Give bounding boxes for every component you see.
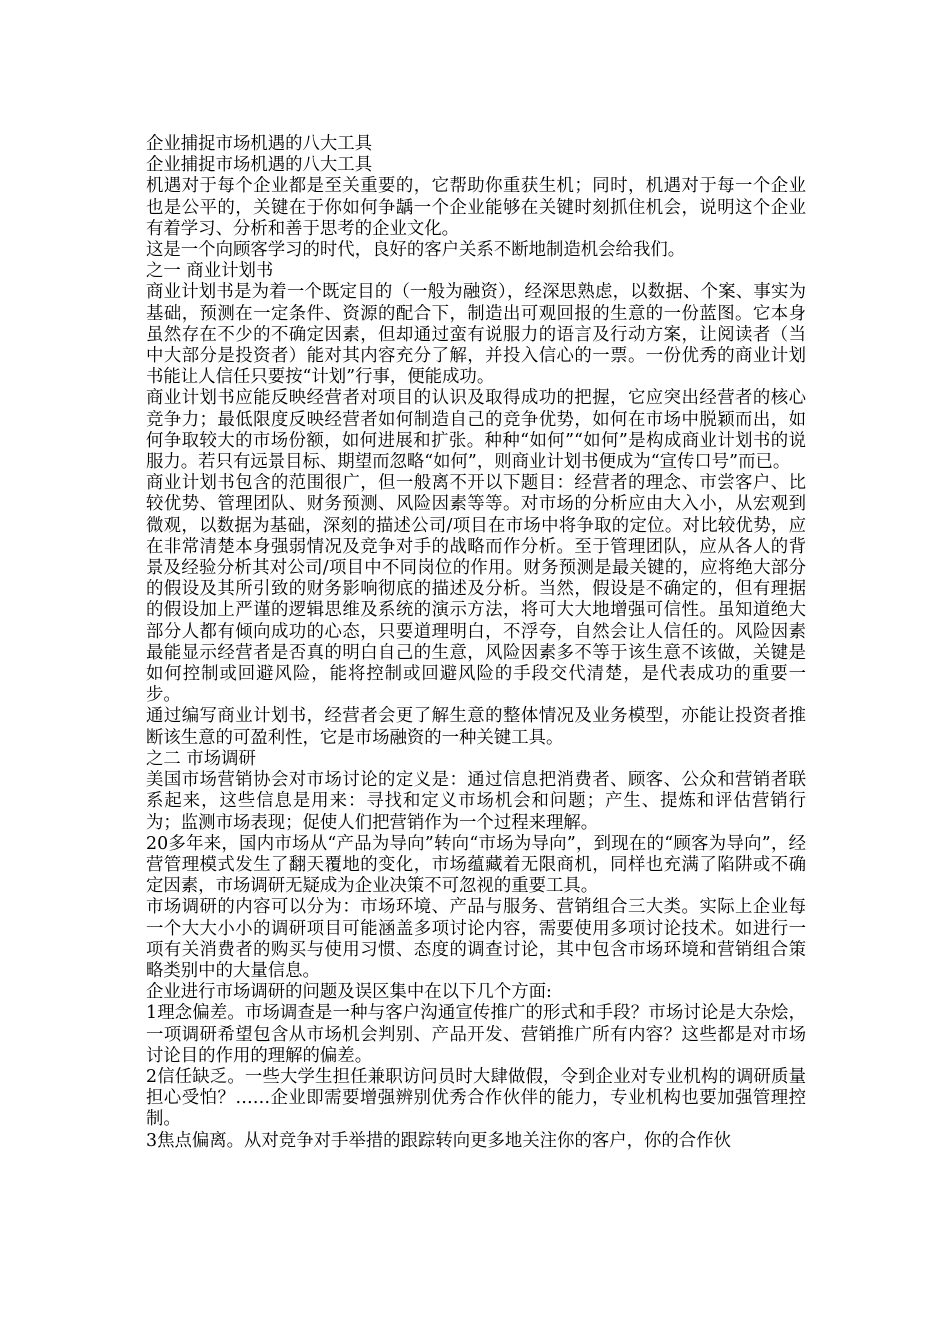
list-item-2: 2信任缺乏。一些大学生担任兼职访问员时大肆做假，令到企业对专业机构的调研质量担心受怕？……企业即需要增强辨别优秀合作伙伴的能力，专业机构也要加强管理控制。	[146, 1066, 806, 1130]
section-heading-business-plan: 之一 商业计划书	[146, 261, 274, 282]
list-item-3: 3焦点偏离。从对竞争对手举措的跟踪转向更多地关注你的客户，你的合作伙	[146, 1130, 731, 1151]
list-item-1: 1理念偏差。市场调查是一种与客户沟通宣传推广的形式和手段？市场讨论是大杂烩，一项调研希望包含从市场机会判别、产品开发、营销推广所有内容？这些都是对市场讨论目的作用的理解的偏差。	[146, 1003, 806, 1066]
paragraph-market-research-3: 市场调研的内容可以分为：市场环境、产品与服务、营销组合三大类。实际上企业每一个大大小小的调研项目可能涵盖多项讨论内容，需要使用多项讨论技术。如进行一项有关消费者的购买与使用习惯、态度的调查讨论，其中包含市场环境和营销组合策略类别中的大量信息。	[146, 897, 806, 981]
paragraph-intro-2: 这是一个向顾客学习的时代，良好的客户关系不断地制造机会给我们。	[146, 240, 686, 261]
document-body	[146, 134, 806, 1152]
paragraph-market-research-2: 20多年来，国内市场从“产品为导向”转向“市场为导向”，到现在的“顾客为导向”，经营管理模式发生了翻天覆地的变化，市场蕴藏着无限商机，同样也充满了陷阱或不确定因素，市场调研无疑成为企业决策不可忽视的重要工具。	[146, 833, 806, 897]
paragraph-business-plan-1: 商业计划书是为着一个既定目的（一般为融资），经深思熟虑，以数据、个案、事实为基础，预测在一定条件、资源的配合下，制造出可观回报的生意的一份蓝图。它本身虽然存在不少的不确定因素，但却通过蛮有说服力的语言及行动方案，让阅读者（当中大部分是投资者）能对其内容充分了解，并投入信心的一票。一份优秀的商业计划书能让人信任只要按“计划”行事，便能成功。	[146, 282, 806, 388]
section-heading-market-research: 之二 市场调研	[146, 748, 256, 769]
paragraph-business-plan-3: 商业计划书包含的范围很广，但一般离不开以下题目：经营者的理念、市尝客户、比较优势、管理团队、财务预测、风险因素等等。对市场的分析应由大入小，从宏观到微观，以数据为基础，深刻的描述公司/项目在市场中将争取的定位。对比较优势，应在非常清楚本身强弱情况及竞争对手的战略而作分析。至于管理团队，应从各人的背景及经验分析其对公司/项目中不同岗位的作用。财务预测是最关键的，应将绝大部分的假设及其所引致的财务影响彻底的描述及分析。当然，假设是不确定的，但有理据的假设加上严谨的逻辑思维及系统的演示方法，将可大大地增强可信性。虽知道绝大部分人都有倾向成功的心态，只要道理明白，不浮夸，自然会让人信任的。风险因素最能显示经营者是否真的明白自己的生意，风险因素多不等于该生意不该做，关键是如何控制或回避风险，能将控制或回避风险的手段交代清楚，是代表成功的重要一步。	[146, 473, 806, 706]
document-title-repeat: 企业捕捉市场机遇的八大工具	[146, 155, 373, 176]
paragraph-business-plan-4: 通过编写商业计划书，经营者会更了解生意的整体情况及业务模型，亦能让投资者推断该生意的可盈利性，它是市场融资的一种关键工具。	[146, 706, 806, 748]
paragraph-business-plan-2: 商业计划书应能反映经营者对项目的认识及取得成功的把握，它应突出经营者的核心竞争力；最低限度反映经营者如何制造自己的竞争优势，如何在市场中脱颖而出，如何争取较大的市场份额，如何进展和扩张。种种“如何”“如何”是构成商业计划书的说服力。若只有远景目标、期望而忽略“如何”，则商业计划书便成为“宣传口号”而已。	[146, 388, 806, 473]
paragraph-intro: 机遇对于每个企业都是至关重要的，它帮助你重获生机；同时，机遇对于每一个企业也是公平的，关键在于你如何争龋一个企业能够在关键时刻抓住机会，说明这个企业有着学习、分析和善于思考的企业文化。	[146, 176, 806, 239]
paragraph-market-research-1: 美国市场营销协会对市场讨论的定义是：通过信息把消费者、顾客、公众和营销者联系起来，这些信息是用来：寻找和定义市场机会和问题；产生、提炼和评估营销行为；监测市场表现；促使人们把营销作为一个过程来理解。	[146, 770, 806, 833]
paragraph-market-research-4: 企业进行市场调研的问题及误区集中在以下几个方面:	[146, 982, 552, 1003]
document-title: 企业捕捉市场机遇的八大工具	[146, 134, 373, 154]
